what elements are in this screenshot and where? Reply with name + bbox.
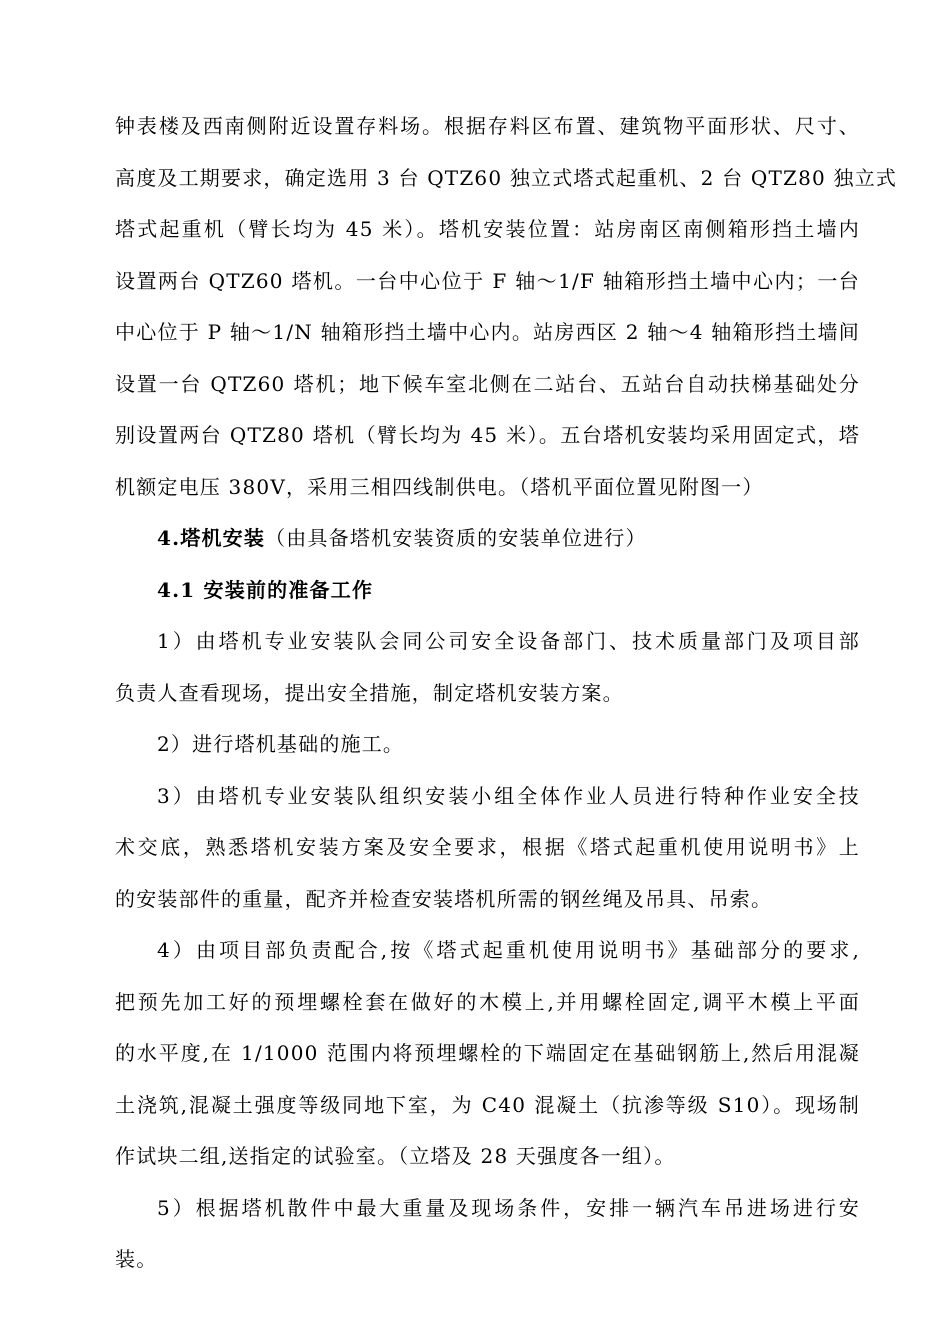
text-line: 4）由项目部负责配合,按《塔式起重机使用说明书》基础部分的要求, [157, 938, 860, 962]
text-line: 设置两台 QTZ60 塔机。一台中心位于 F 轴～1/F 轴箱形挡土墙中心内；一台 [115, 268, 860, 293]
section-heading-title: 4.塔机安装 [157, 526, 266, 550]
text-line: 别设置两台 QTZ80 塔机（臂长均为 45 米）。五台塔机安装均采用固定式，塔 [115, 423, 860, 447]
text-line: 术交底，熟悉塔机安装方案及安全要求，根据《塔式起重机使用说明书》上 [115, 835, 860, 859]
text-line: 高度及工期要求，确定选用 3 台 QTZ60 独立式塔式起重机、2 台 QTZ80 独立式 [115, 165, 898, 190]
list-item-1 [115, 619, 860, 722]
text-line: 塔式起重机（臂长均为 45 米）。塔机安装位置：站房南区南侧箱形挡土墙内 [115, 217, 860, 241]
text-line: 土浇筑,混凝土强度等级同地下室，为 C40 混凝土（抗渗等级 S10）。现场制 [115, 1092, 860, 1117]
list-item-3 [115, 774, 860, 929]
text-line: 中心位于 P 轴～1/N 轴箱形挡土墙中心内。站房西区 2 轴～4 轴箱形挡土墙间 [115, 320, 860, 344]
list-item-4 [115, 928, 860, 1186]
text-line: 设置一台 QTZ60 塔机；地下候车室北侧在二站台、五站台自动扶梯基础处分 [115, 371, 860, 396]
text-line: 的安装部件的重量，配齐并检查安装塔机所需的钢丝绳及吊具、吊索。 [115, 886, 773, 911]
text-line: 2）进行塔机基础的施工。 [157, 732, 405, 756]
text-line: 3）由塔机专业安装队组织安装小组全体作业人员进行特种作业安全技 [157, 783, 860, 808]
paragraph-tower-crane-layout [115, 104, 898, 516]
text-line: 1）由塔机专业安装队会同公司安全设备部门、技术质量部门及项目部 [157, 629, 860, 653]
text-line: 作试块二组,送指定的试验室。（立塔及 28 天强度各一组）。 [115, 1144, 676, 1168]
document-body [115, 104, 898, 1289]
text-line: 机额定电压 380V，采用三相四线制供电。（塔机平面位置见附图一） [115, 474, 764, 499]
text-line: 钟表楼及西南侧附近设置存料场。根据存料区布置、建筑物平面形状、尺寸、 [115, 114, 860, 138]
text-line: 5）根据塔机散件中最大重量及现场条件，安排一辆汽车吊进场进行安 [157, 1195, 860, 1220]
text-line: 负责人查看现场，提出安全措施，制定塔机安装方案。 [115, 680, 624, 705]
section-heading-4-1: 4.1 安装前的准备工作 [157, 577, 374, 602]
list-item-2 [115, 722, 860, 774]
text-line: 把预先加工好的预埋螺栓套在做好的木模上,并用螺栓固定,调平木模上平面 [115, 989, 860, 1014]
list-item-5 [115, 1186, 860, 1289]
section-heading-note: （由具备塔机安装资质的安装单位进行） [265, 526, 647, 550]
text-line: 装。 [115, 1247, 158, 1271]
text-line: 的水平度,在 1/1000 范围内将预埋螺栓的下端固定在基础钢筋上,然后用混凝 [115, 1041, 860, 1065]
section-heading-4 [115, 516, 860, 568]
